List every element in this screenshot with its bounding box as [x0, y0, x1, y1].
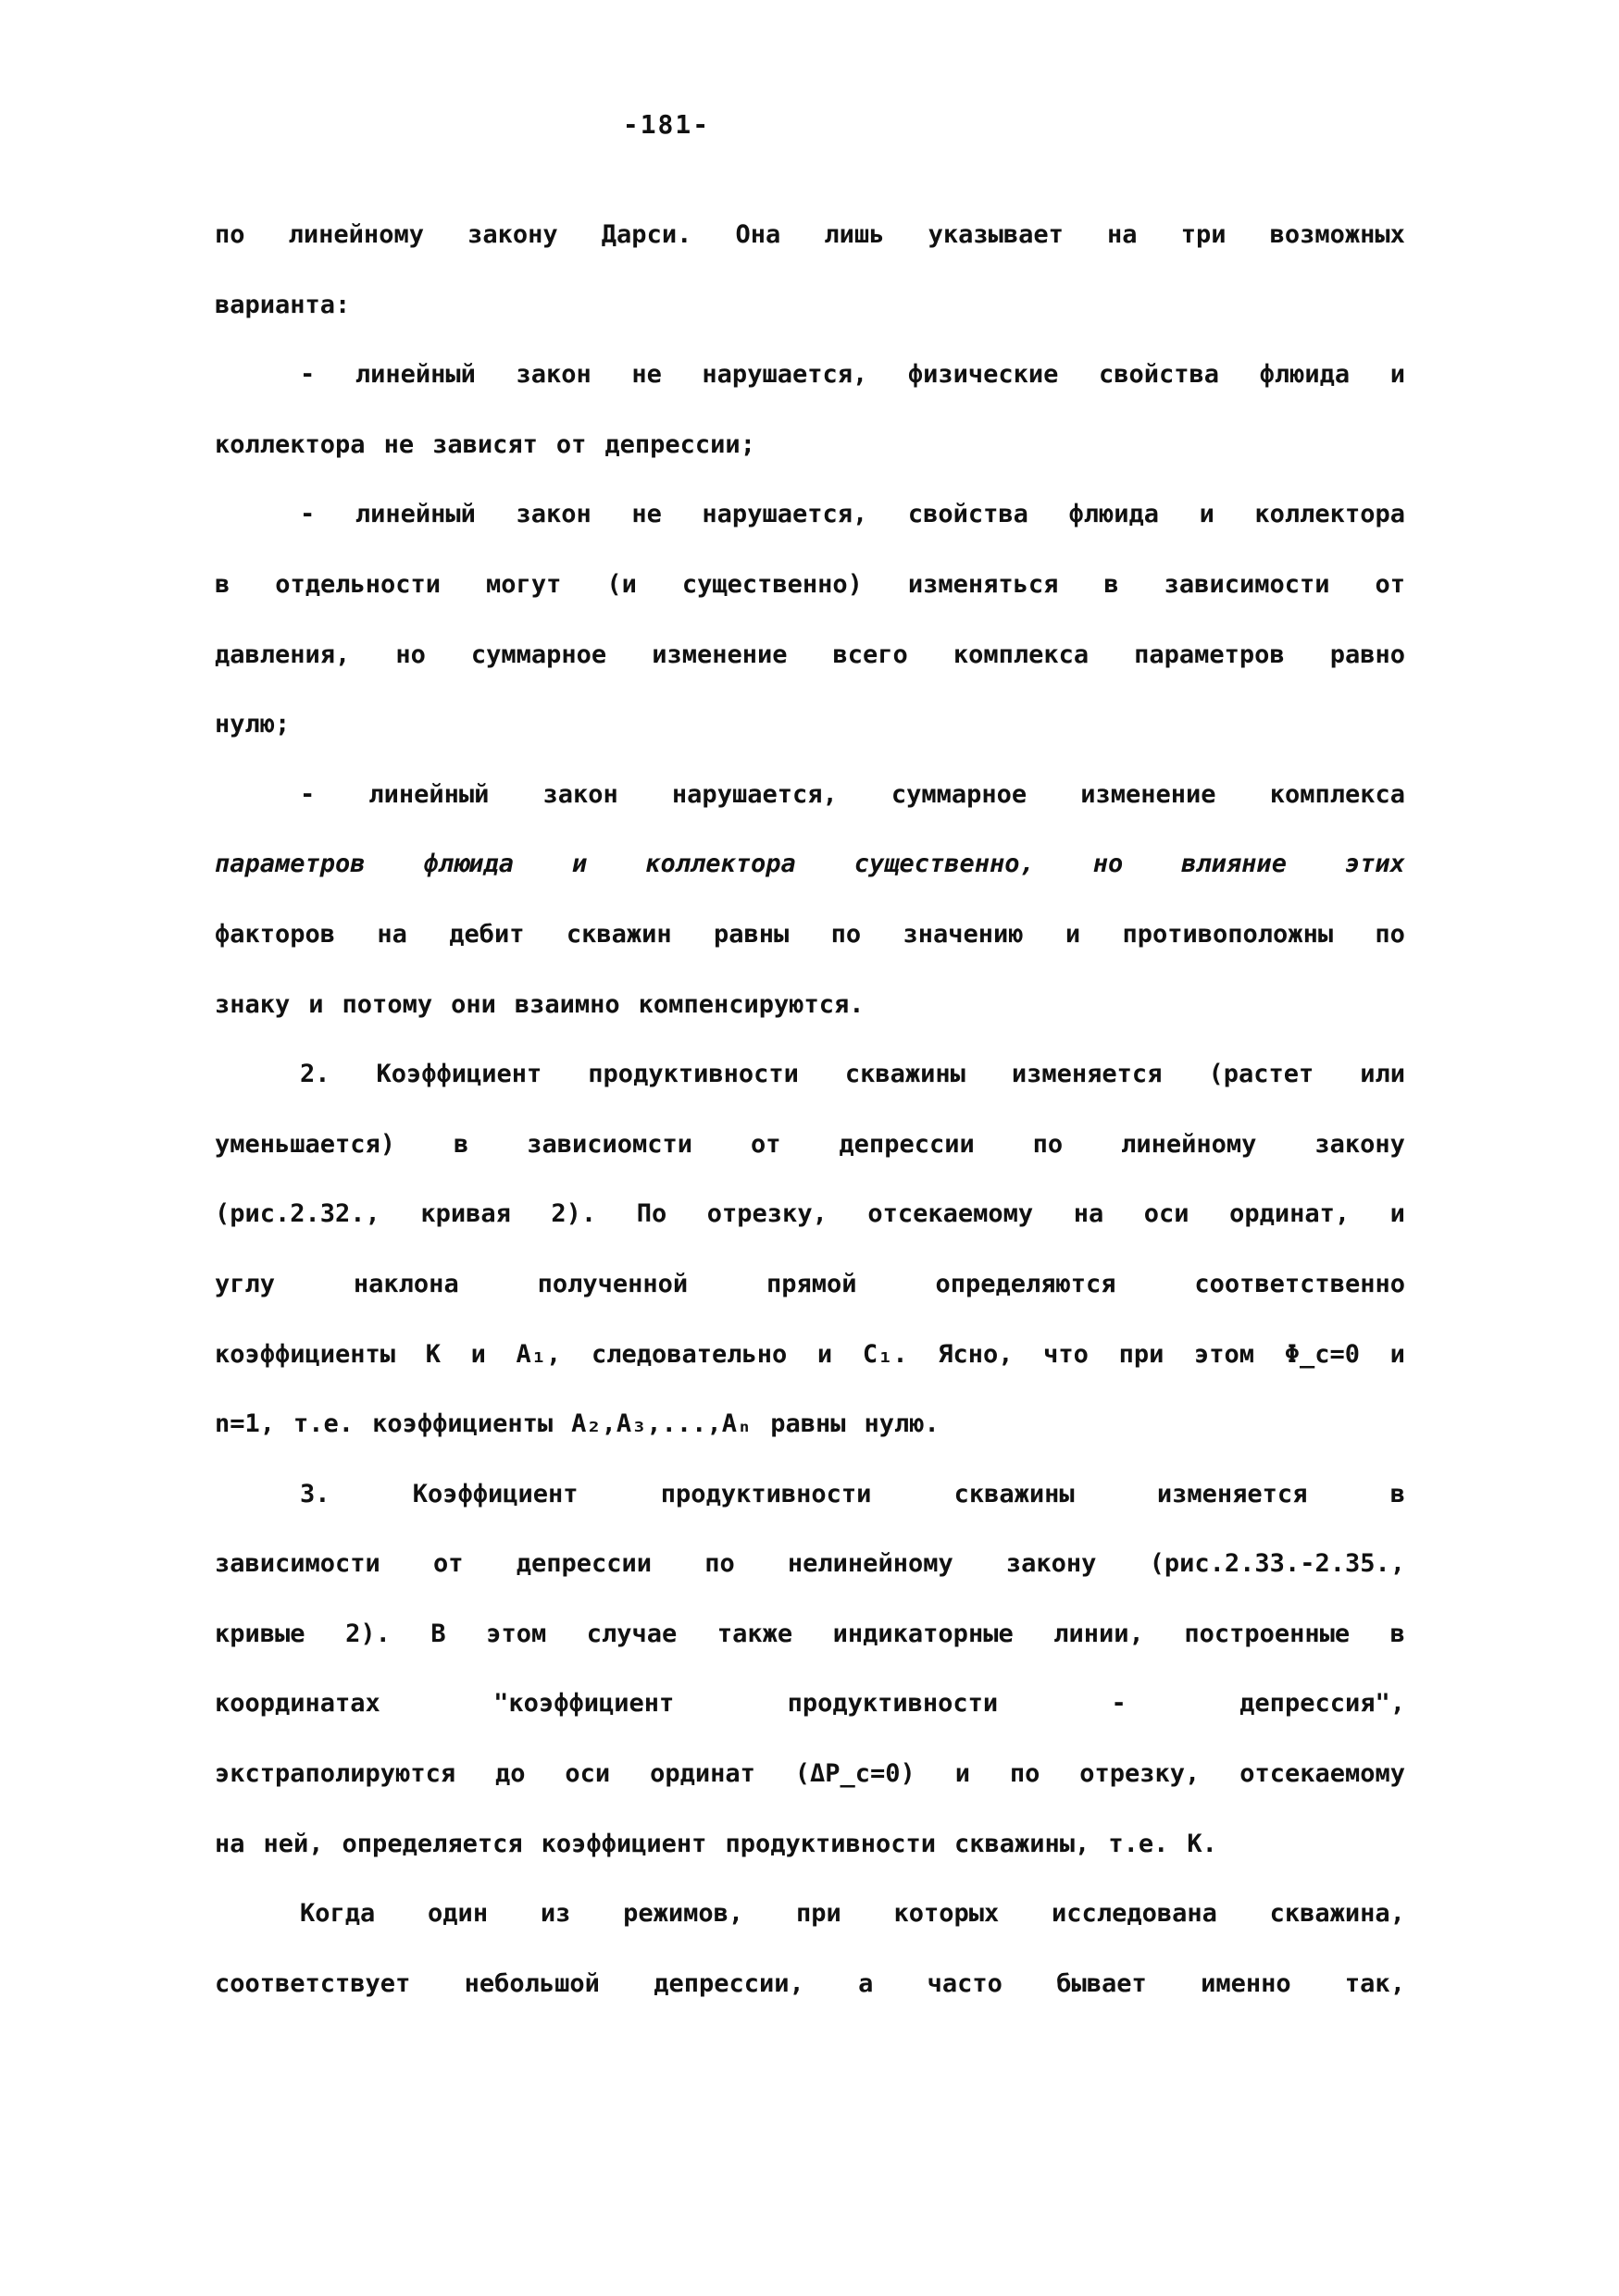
- word: равны: [770, 1409, 846, 1439]
- word: этом: [1194, 1339, 1255, 1369]
- word: 3.: [300, 1479, 330, 1508]
- word: кривая: [420, 1199, 511, 1229]
- word: и: [1389, 1339, 1405, 1369]
- word: закон: [516, 500, 592, 529]
- word: могут: [486, 569, 562, 599]
- word: зависимости: [1164, 569, 1330, 599]
- word: линейному: [288, 220, 424, 249]
- word: флюида: [423, 850, 515, 879]
- word: продуктивности: [725, 1829, 937, 1858]
- word: линейный: [368, 779, 490, 809]
- word: скважины: [953, 1479, 1075, 1508]
- word: из: [540, 1899, 571, 1929]
- word: "коэффициент: [493, 1689, 675, 1719]
- word: линейному: [1121, 1129, 1257, 1159]
- word: продуктивности: [787, 1689, 999, 1719]
- word: не: [383, 429, 415, 459]
- word: нарушается,: [671, 779, 838, 809]
- word: наклона: [353, 1269, 459, 1298]
- word: Коэффициент: [376, 1060, 542, 1089]
- word: -: [1111, 1689, 1127, 1719]
- word: ней,: [263, 1829, 324, 1858]
- word: этом: [486, 1619, 547, 1648]
- word: нарушается,: [702, 360, 868, 390]
- word: изменяться: [907, 569, 1059, 599]
- word: соответствует: [215, 1968, 411, 1998]
- word: индикаторные: [832, 1619, 1014, 1648]
- word: в: [454, 1129, 469, 1159]
- word: кривые: [215, 1619, 305, 1648]
- word: 2.: [300, 1060, 330, 1089]
- word: -: [300, 360, 316, 390]
- text-line: [215, 220, 1405, 291]
- word: (рис.2.33.-2.35.,: [1149, 1549, 1405, 1579]
- word: на: [1107, 220, 1138, 249]
- word: в: [1103, 569, 1119, 599]
- word: коллектора: [1254, 500, 1405, 529]
- word: при: [1118, 1339, 1164, 1369]
- text-line: [215, 1270, 1405, 1340]
- word: значению: [903, 919, 1024, 949]
- word: часто: [927, 1968, 1003, 1998]
- word: до: [494, 1759, 526, 1789]
- word: от: [750, 1129, 781, 1159]
- word: варианта:: [215, 290, 351, 319]
- word: (и: [606, 569, 637, 599]
- word: в: [1389, 1479, 1405, 1508]
- text-line: [215, 1830, 1405, 1900]
- word: флюида: [1259, 360, 1351, 390]
- word: так,: [1344, 1968, 1405, 1998]
- word: свойства: [907, 500, 1028, 529]
- word: что: [1043, 1339, 1089, 1369]
- word: уменьшается): [215, 1129, 396, 1159]
- word: линейный: [355, 360, 476, 390]
- word: комплекса: [1269, 779, 1405, 809]
- word: небольшой: [464, 1968, 600, 1998]
- word: факторов: [215, 919, 336, 949]
- text-line: [215, 1899, 1405, 1969]
- word: В: [430, 1619, 446, 1648]
- text-line: [215, 1409, 1405, 1480]
- word: бывает: [1056, 1968, 1147, 1998]
- word: экстраполируются: [215, 1759, 456, 1789]
- word: полученной: [537, 1269, 689, 1298]
- word: влияние: [1181, 850, 1287, 879]
- word: на: [377, 919, 407, 949]
- word: соответственно: [1194, 1269, 1405, 1298]
- word: в: [1389, 1619, 1405, 1648]
- word: -: [300, 500, 316, 529]
- word: депрессии: [516, 1549, 653, 1579]
- text-line: [215, 360, 1405, 430]
- word: по: [704, 1549, 735, 1579]
- word: По: [636, 1199, 667, 1229]
- word: равно: [1329, 639, 1405, 669]
- word: отдельности: [275, 569, 442, 599]
- word: взаимно: [514, 989, 620, 1019]
- word: и: [1065, 919, 1081, 949]
- word: определяются: [935, 1269, 1116, 1298]
- text-line: [215, 1480, 1405, 1550]
- word: определяется: [342, 1829, 523, 1858]
- page-number: -181-: [622, 109, 711, 140]
- word: и: [571, 850, 588, 879]
- text-line: [215, 1759, 1405, 1830]
- word: по: [830, 919, 862, 949]
- word: суммарное: [470, 639, 607, 669]
- word: зависят: [432, 429, 538, 459]
- word: и: [308, 989, 324, 1019]
- word: но: [1092, 850, 1124, 879]
- word: по: [1375, 919, 1405, 949]
- word: коллектора: [215, 429, 366, 459]
- text-line: [215, 780, 1405, 850]
- word: закон: [516, 360, 592, 390]
- word: параметров: [215, 850, 366, 879]
- word: три: [1180, 220, 1227, 249]
- text-line: [215, 1969, 1405, 2040]
- word: оси: [1143, 1199, 1189, 1229]
- word: n=1,: [215, 1409, 276, 1439]
- word: углу: [215, 1269, 276, 1298]
- word: C₁.: [862, 1339, 908, 1369]
- word: комплекса: [953, 639, 1090, 669]
- word: изменение: [652, 639, 788, 669]
- word: -: [300, 779, 316, 809]
- text-line: [215, 640, 1405, 711]
- word: параметров: [1134, 639, 1285, 669]
- word: т.е.: [293, 1409, 355, 1439]
- word: режимов,: [623, 1899, 744, 1929]
- word: на: [215, 1829, 245, 1858]
- word: координатах: [215, 1689, 380, 1719]
- text-line: [215, 920, 1405, 990]
- word: от: [433, 1549, 464, 1579]
- word: зависиомсти: [527, 1129, 693, 1159]
- word: дебит: [449, 919, 525, 949]
- word: знаку: [215, 989, 291, 1019]
- word: исследована: [1052, 1899, 1217, 1929]
- word: не: [631, 500, 662, 529]
- word: депрессия",: [1239, 1689, 1405, 1719]
- word: отсекаемому: [1239, 1759, 1405, 1789]
- text-line: [215, 710, 1405, 780]
- word: закону: [1314, 1129, 1405, 1159]
- word: продуктивности: [588, 1060, 799, 1089]
- word: они: [451, 989, 496, 1019]
- word: Дарси.: [601, 220, 692, 249]
- word: скважины,: [954, 1829, 1090, 1858]
- word: депрессии,: [654, 1968, 804, 1998]
- word: существенно): [681, 569, 863, 599]
- text-line: [215, 1199, 1405, 1270]
- word: 2).: [345, 1619, 391, 1648]
- word: один: [428, 1899, 489, 1929]
- word: физические: [907, 360, 1059, 390]
- word: и: [470, 1339, 486, 1369]
- text-line: [215, 1549, 1405, 1620]
- text-line: [215, 1060, 1405, 1130]
- word: A₁,: [516, 1339, 562, 1369]
- word: этих: [1344, 850, 1405, 879]
- word: потому: [342, 989, 433, 1019]
- word: коэффициенты: [372, 1409, 554, 1439]
- word: прямой: [766, 1269, 857, 1298]
- word: от: [1375, 569, 1405, 599]
- word: суммарное: [890, 779, 1027, 809]
- word: на: [1073, 1199, 1104, 1229]
- word: Коэффициент: [412, 1479, 579, 1508]
- word: и: [816, 1339, 833, 1369]
- word: при: [795, 1899, 841, 1929]
- word: указывает: [928, 220, 1064, 249]
- word: отсекаемому: [867, 1199, 1034, 1229]
- text-line: [215, 1340, 1405, 1410]
- word: (растет: [1208, 1060, 1314, 1089]
- word: т.е.: [1108, 1829, 1169, 1858]
- word: возможных: [1269, 220, 1405, 249]
- word: и: [1199, 500, 1214, 529]
- word: противоположны: [1122, 919, 1334, 949]
- word: К: [425, 1339, 441, 1369]
- word: свойства: [1098, 360, 1219, 390]
- word: всего: [832, 639, 908, 669]
- word: коэффициенты: [215, 1339, 396, 1369]
- word: депрессии;: [604, 429, 755, 459]
- word: компенсируются.: [638, 989, 865, 1019]
- word: случае: [586, 1619, 678, 1648]
- word: (рис.2.32.,: [215, 1199, 380, 1229]
- word: существенно,: [853, 850, 1035, 879]
- word: Ясно,: [938, 1339, 1014, 1369]
- word: коэффициент: [541, 1829, 707, 1858]
- word: по: [1032, 1129, 1064, 1159]
- word: изменение: [1080, 779, 1216, 809]
- word: флюида: [1068, 500, 1159, 529]
- word: продуктивности: [660, 1479, 872, 1508]
- word: (ΔP_c=0): [794, 1759, 915, 1789]
- word: 2).: [551, 1199, 597, 1229]
- word: Она: [735, 220, 781, 249]
- word: закону: [1005, 1549, 1097, 1579]
- text-line: [215, 430, 1405, 501]
- text-line: [215, 1130, 1405, 1200]
- word: A₂,A₃,...,Aₙ: [571, 1409, 753, 1439]
- word: нарушается,: [702, 500, 868, 529]
- word: изменяется: [1011, 1060, 1163, 1089]
- word: линии,: [1053, 1619, 1144, 1648]
- word: давления,: [215, 639, 351, 669]
- word: оси: [565, 1759, 611, 1789]
- text-line: [215, 990, 1405, 1061]
- word: зависимости: [215, 1549, 380, 1579]
- word: или: [1360, 1060, 1405, 1089]
- word: скважин: [566, 919, 672, 949]
- word: К.: [1187, 1829, 1217, 1858]
- word: лишь: [824, 220, 885, 249]
- text-line: [215, 291, 1405, 361]
- word: от: [555, 429, 587, 459]
- word: нулю;: [215, 710, 291, 739]
- word: равны: [714, 919, 790, 949]
- word: также: [716, 1619, 793, 1648]
- text-line: [215, 1689, 1405, 1759]
- word: по: [1009, 1759, 1040, 1789]
- word: линейный: [355, 500, 476, 529]
- word: но: [395, 639, 426, 669]
- word: и: [1389, 360, 1405, 390]
- word: Φ_c=0: [1284, 1339, 1360, 1369]
- word: отрезку,: [1079, 1759, 1201, 1789]
- word: а: [858, 1968, 874, 1998]
- word: в: [215, 569, 230, 599]
- word: нулю.: [864, 1409, 940, 1439]
- word: не: [631, 360, 662, 390]
- word: которых: [893, 1899, 1000, 1929]
- word: ординат: [650, 1759, 755, 1789]
- word: нелинейному: [787, 1549, 953, 1579]
- word: построенные: [1184, 1619, 1351, 1648]
- word: именно: [1201, 1968, 1291, 1998]
- word: закону: [467, 220, 558, 249]
- word: закон: [542, 779, 618, 809]
- word: скважина,: [1269, 1899, 1405, 1929]
- word: коллектора: [645, 850, 796, 879]
- word: ординат,: [1229, 1199, 1351, 1229]
- word: следовательно: [591, 1339, 788, 1369]
- text-line: [215, 1620, 1405, 1690]
- word: изменяется: [1156, 1479, 1308, 1508]
- word: отрезку,: [706, 1199, 828, 1229]
- word: и: [1389, 1199, 1405, 1229]
- word: скважины: [844, 1060, 965, 1089]
- document-body: [215, 220, 1405, 2039]
- text-line: [215, 500, 1405, 570]
- word: депрессии: [839, 1129, 975, 1159]
- text-line: [215, 570, 1405, 640]
- word: и: [954, 1759, 970, 1789]
- word: по: [215, 220, 245, 249]
- word: Когда: [300, 1899, 376, 1929]
- text-line: [215, 850, 1405, 920]
